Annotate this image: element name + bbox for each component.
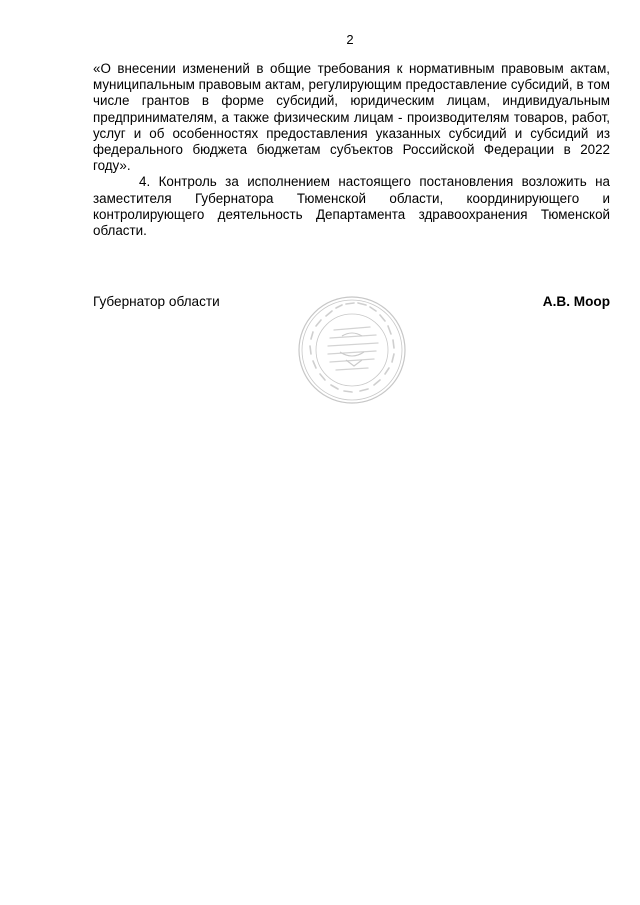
signer-name: А.В. Моор <box>542 294 610 309</box>
official-seal-icon <box>296 294 408 406</box>
paragraph-4: 4. Контроль за исполнением настоящего постановления возложить на заместителя Губернатора Тюменской области, координирующего и контролирующего деятельность Департамента здравоохранения Тюменской области. <box>93 174 610 239</box>
page-number-text: 2 <box>346 32 354 47</box>
signer-title: Губернатор области <box>93 294 220 309</box>
document-body <box>93 61 610 239</box>
paragraph-continuation: «О внесении изменений в общие требования к нормативным правовым актам, муниципальным правовым актам, регулирующим предоставление субсидий, в том числе грантов в форме субсидий, юридическим лицам, индивидуальным предпринимателям, а также физическим лицам - производителям товаров, работ, услуг и об особенностях предоставления указанных субсидий и субсидий из федерального бюджета бюджетам субъектов Российской Федерации в 2022 году». <box>93 61 610 174</box>
page-number <box>0 32 640 48</box>
